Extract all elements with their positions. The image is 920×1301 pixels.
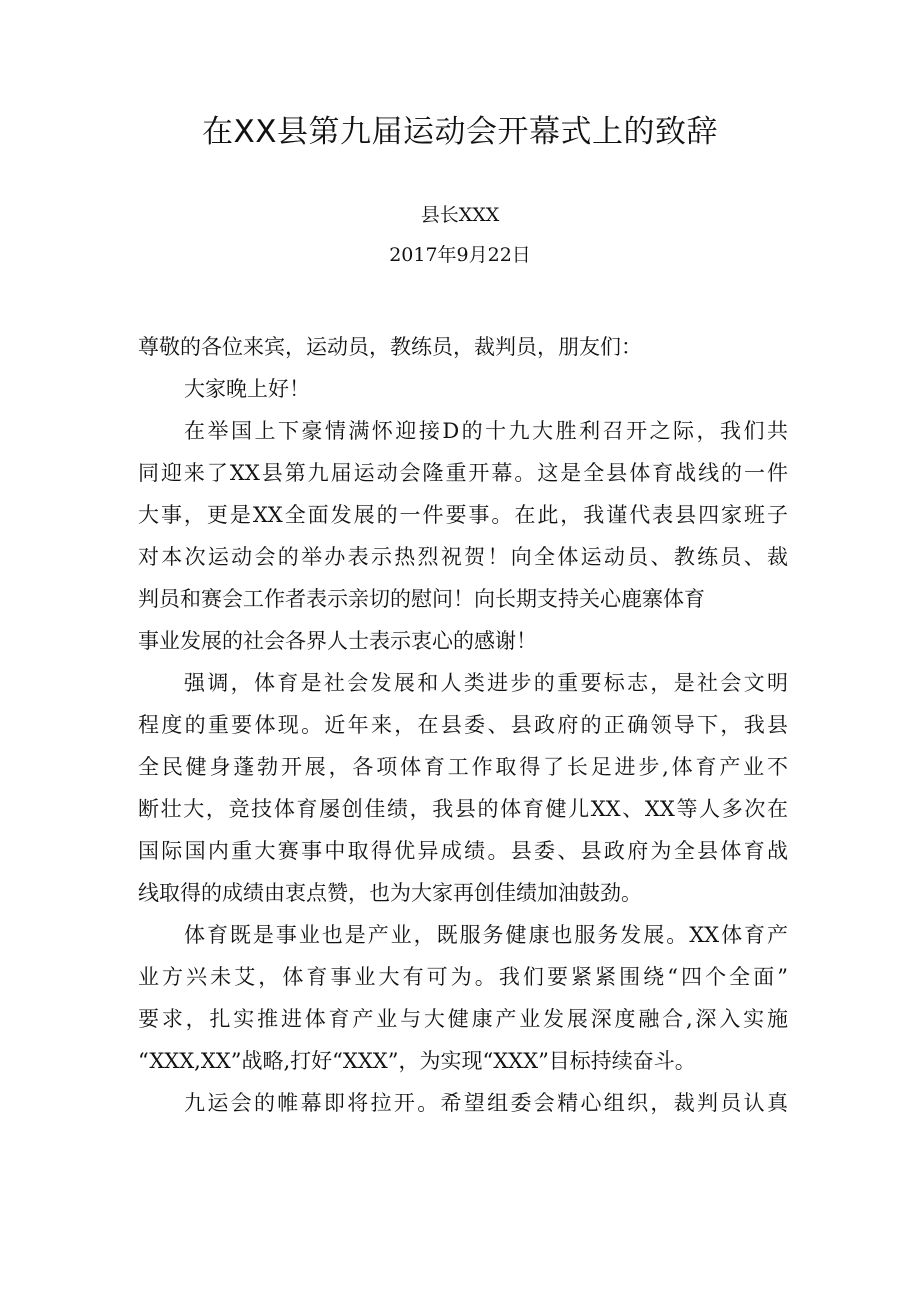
paragraph-line: 程度的重要体现。近年来，在县委、县政府的正确领导下，我县 — [138, 713, 788, 737]
salutation-line: 尊敬的各位来宾，运动员，教练员，裁判员，朋友们： — [138, 335, 642, 359]
speech-body — [138, 326, 788, 1124]
paragraph-line: 体育既是事业也是产业，既服务健康也服务发展。XX体育产 — [184, 923, 788, 947]
paragraph-line: 判员和赛会工作者表示亲切的慰问！向长期支持关心鹿寨体育 — [138, 587, 705, 611]
paragraph-line: 业方兴未艾，体育事业大有可为。我们要紧紧围绕“四个全面” — [138, 965, 788, 989]
greeting-line: 大家晚上好！ — [184, 377, 310, 401]
paragraph-line: 事业发展的社会各界人士表示衷心的感谢！ — [138, 629, 537, 653]
paragraph-line: 同迎来了XX县第九届运动会隆重开幕。这是全县体育战线的一件 — [138, 461, 788, 485]
document-title: 在XX县第九届运动会开幕式上的致辞 — [202, 114, 718, 150]
paragraph-line: 大事，更是XX全面发展的一件要事。在此，我谨代表县四家班子 — [138, 503, 788, 527]
paragraph-line: 断壮大，竞技体育屡创佳绩，我县的体育健儿XX、XX等人多次在 — [138, 797, 788, 821]
paragraph-line: 在举国上下豪情满怀迎接D的十九大胜利召开之际，我们共 — [184, 419, 788, 443]
paragraph-line: 强调，体育是社会发展和人类进步的重要标志，是社会文明 — [184, 671, 788, 695]
paragraph-line: 国际国内重大赛事中取得优异成绩。县委、县政府为全县体育战 — [138, 839, 788, 863]
paragraph-line: 九运会的帷幕即将拉开。希望组委会精心组织，裁判员认真 — [184, 1091, 788, 1115]
speech-date: 2017年9月22日 — [389, 244, 531, 266]
paragraph-line: 线取得的成绩由衷点赞，也为大家再创佳绩加油鼓劲。 — [138, 881, 642, 905]
speaker-line: 县长XXX — [420, 204, 500, 226]
paragraph-line: “XXX,XX”战略,打好“XXX”，为实现“XXX”目标持续奋斗。 — [138, 1049, 696, 1073]
paragraph-line: 对本次运动会的举办表示热烈祝贺！向全体运动员、教练员、裁 — [138, 545, 788, 569]
paragraph-line: 全民健身蓬勃开展，各项体育工作取得了长足进步,体育产业不 — [138, 755, 788, 779]
paragraph-line: 要求，扎实推进体育产业与大健康产业发展深度融合,深入实施 — [138, 1007, 788, 1031]
